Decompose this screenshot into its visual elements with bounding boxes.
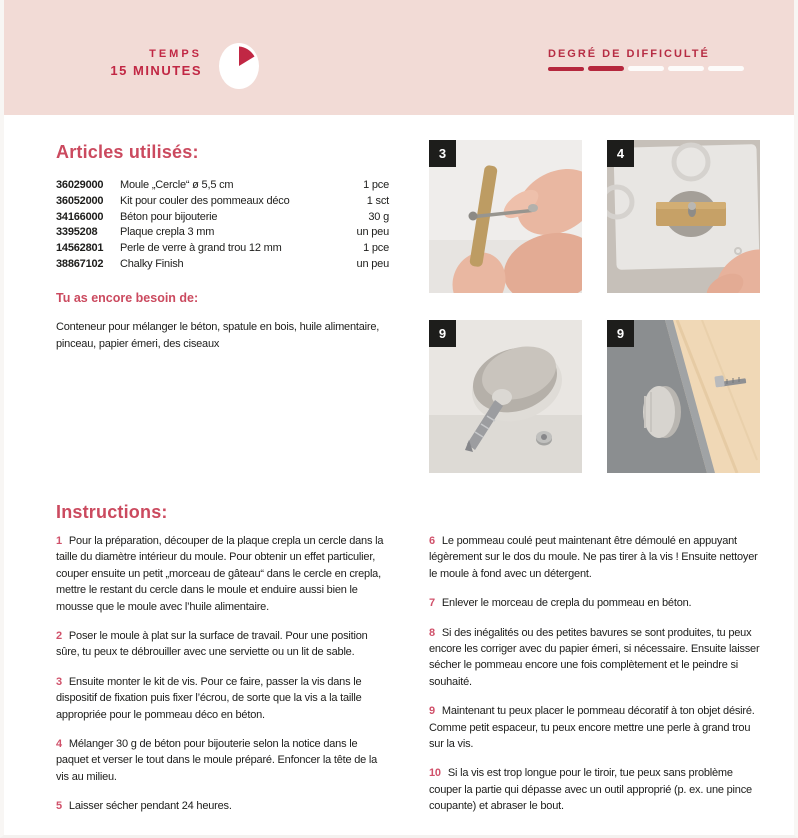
time-value: 15 MINUTES — [110, 63, 202, 78]
article-name: Plaque crepla 3 mm — [120, 226, 215, 239]
clock-icon — [218, 42, 260, 90]
difficulty-segment-1-filled — [548, 67, 584, 71]
articles-table — [56, 178, 389, 273]
article-qty: 1 pce — [363, 179, 389, 191]
also-needed-heading: Tu as encore besoin de: — [56, 291, 199, 305]
photo-number-badge: 3 — [429, 140, 456, 167]
step-text: Ensuite monter le kit de vis. Pour ce faire, passer la vis dans le dispositif de fixation puis fixer l’écrou, de sorte que la vis a la taille appropriée pour le pommeau déco en béton. — [56, 675, 362, 721]
instructions-heading: Instructions: — [56, 502, 168, 522]
instruction-step-5 — [56, 798, 390, 814]
article-name: Béton pour bijouterie — [120, 210, 218, 223]
instruction-step-8 — [429, 625, 761, 691]
instruction-step-6 — [429, 533, 761, 582]
article-qty: un peu — [356, 257, 389, 270]
article-ref: 36029000 — [56, 179, 104, 191]
article-ref: 36052000 — [56, 194, 104, 207]
articles-heading: Articles utilisés: — [56, 142, 199, 162]
difficulty-bar — [548, 66, 744, 71]
step-text: Le pommeau coulé peut maintenant être démoulé en appuyant légèrement sur le dos du moule. Ne pas tirer à la vis ! Ensuite nettoyer le moule à fond avec un détergent. — [429, 535, 758, 580]
step-text: Maintenant tu peux placer le pommeau décoratif à ton objet désiré. Comme petit espaceur, tu peux encore mettre une perle à grand trou sur la vis. — [429, 705, 755, 751]
also-needed-text: Conteneur pour mélanger le béton, spatule en bois, huile alimentaire, pinceau, papier émeri, des ciseaux — [56, 321, 380, 350]
instructions-column-left — [56, 533, 390, 828]
step-number: 3 — [56, 675, 62, 688]
table-row — [56, 178, 389, 194]
step-number: 5 — [56, 800, 62, 813]
difficulty-indicator — [548, 48, 744, 71]
step-number: 4 — [56, 738, 62, 751]
article-ref: 3395208 — [56, 226, 98, 239]
instruction-step-3 — [56, 674, 390, 723]
instruction-step-7 — [429, 595, 761, 611]
table-row — [56, 210, 389, 226]
step-text: Si la vis est trop longue pour le tiroir, tue peux sans problème couper la partie qui dépasse avec un outil approprié (p. ex. une pince coupante) et abraser le bout. — [429, 767, 752, 813]
photo-step-9-drawer — [607, 320, 760, 473]
step-text: Pour la préparation, découper de la plaque crepla un cercle dans la taille du diamètre intérieur du moule. Pour obtenir un effet particulier, couper ensuite un petit „morceau de gâteau“ dans le cercle en crepla, mettre le restant du cercle dans le moule et enduire aussi bien le mousse que le moule avec l’huile alimentaire. — [56, 535, 384, 613]
step-text: Si des inégalités ou des petites bavures se sont produites, tu peux encore les corriger avec du papier émeri, si nécessaire. Ensuite laisser sécher le pommeau encore une fois complètement et le peindre si souhaité. — [429, 626, 760, 688]
photo-number-badge: 4 — [607, 140, 634, 167]
time-label: TEMPS — [149, 48, 202, 60]
instruction-step-10 — [429, 765, 761, 814]
step-number: 2 — [56, 630, 62, 643]
difficulty-segment-3-empty — [628, 66, 664, 71]
step-number: 7 — [429, 597, 435, 610]
also-needed-section — [56, 291, 389, 352]
table-row — [56, 241, 389, 257]
article-qty: 1 sct — [366, 194, 389, 207]
photo-number-badge: 9 — [429, 320, 456, 347]
step-text: Poser le moule à plat sur la surface de travail. Pour une position sûre, tu peux te débrouiller avec une serviette ou un lit de sable. — [56, 630, 368, 659]
article-qty: 1 pce — [363, 242, 389, 255]
article-name: Chalky Finish — [120, 257, 184, 270]
step-number: 6 — [429, 535, 435, 547]
instruction-step-9 — [429, 703, 761, 752]
time-block — [4, 48, 202, 78]
table-row — [56, 257, 389, 273]
photo-step-9-knob — [429, 320, 582, 473]
step-text: Enlever le morceau de crepla du pommeau en béton. — [441, 597, 692, 610]
article-qty: 30 g — [368, 210, 389, 223]
articles-section — [56, 142, 389, 273]
article-name: Moule „Cercle“ ø 5,5 cm — [120, 179, 234, 191]
article-qty: un peu — [356, 226, 389, 239]
photo-grid — [429, 140, 760, 473]
difficulty-label: DEGRÉ DE DIFFICULTÉ — [548, 48, 710, 60]
photo-step-4 — [607, 140, 760, 293]
step-number: 8 — [429, 626, 435, 639]
header-band — [4, 0, 794, 115]
step-text: Laisser sécher pendant 24 heures. — [68, 800, 232, 813]
article-ref: 34166000 — [56, 210, 104, 223]
step-number: 9 — [429, 705, 435, 718]
article-ref: 38867102 — [56, 257, 104, 270]
article-name: Perle de verre à grand trou 12 mm — [120, 242, 282, 255]
table-row — [56, 194, 389, 210]
difficulty-segment-5-empty — [708, 66, 744, 71]
difficulty-segment-2-filled — [588, 66, 624, 71]
article-name: Kit pour couler des pommeaux déco — [120, 194, 290, 207]
instruction-step-2 — [56, 628, 390, 661]
instruction-step-1 — [56, 533, 390, 615]
photo-step-3 — [429, 140, 582, 293]
instructions-column-right — [429, 533, 761, 828]
difficulty-segment-4-empty — [668, 66, 704, 71]
article-ref: 14562801 — [56, 242, 104, 255]
table-row — [56, 225, 389, 241]
step-number: 1 — [56, 535, 62, 547]
step-text: Mélanger 30 g de béton pour bijouterie selon la notice dans le paquet et verser le tout dans le moule préparé. Enfoncer la tête de la vis au milieu. — [56, 738, 378, 783]
photo-number-badge: 9 — [607, 320, 634, 347]
instruction-step-4 — [56, 736, 390, 785]
step-number: 10 — [429, 767, 441, 780]
